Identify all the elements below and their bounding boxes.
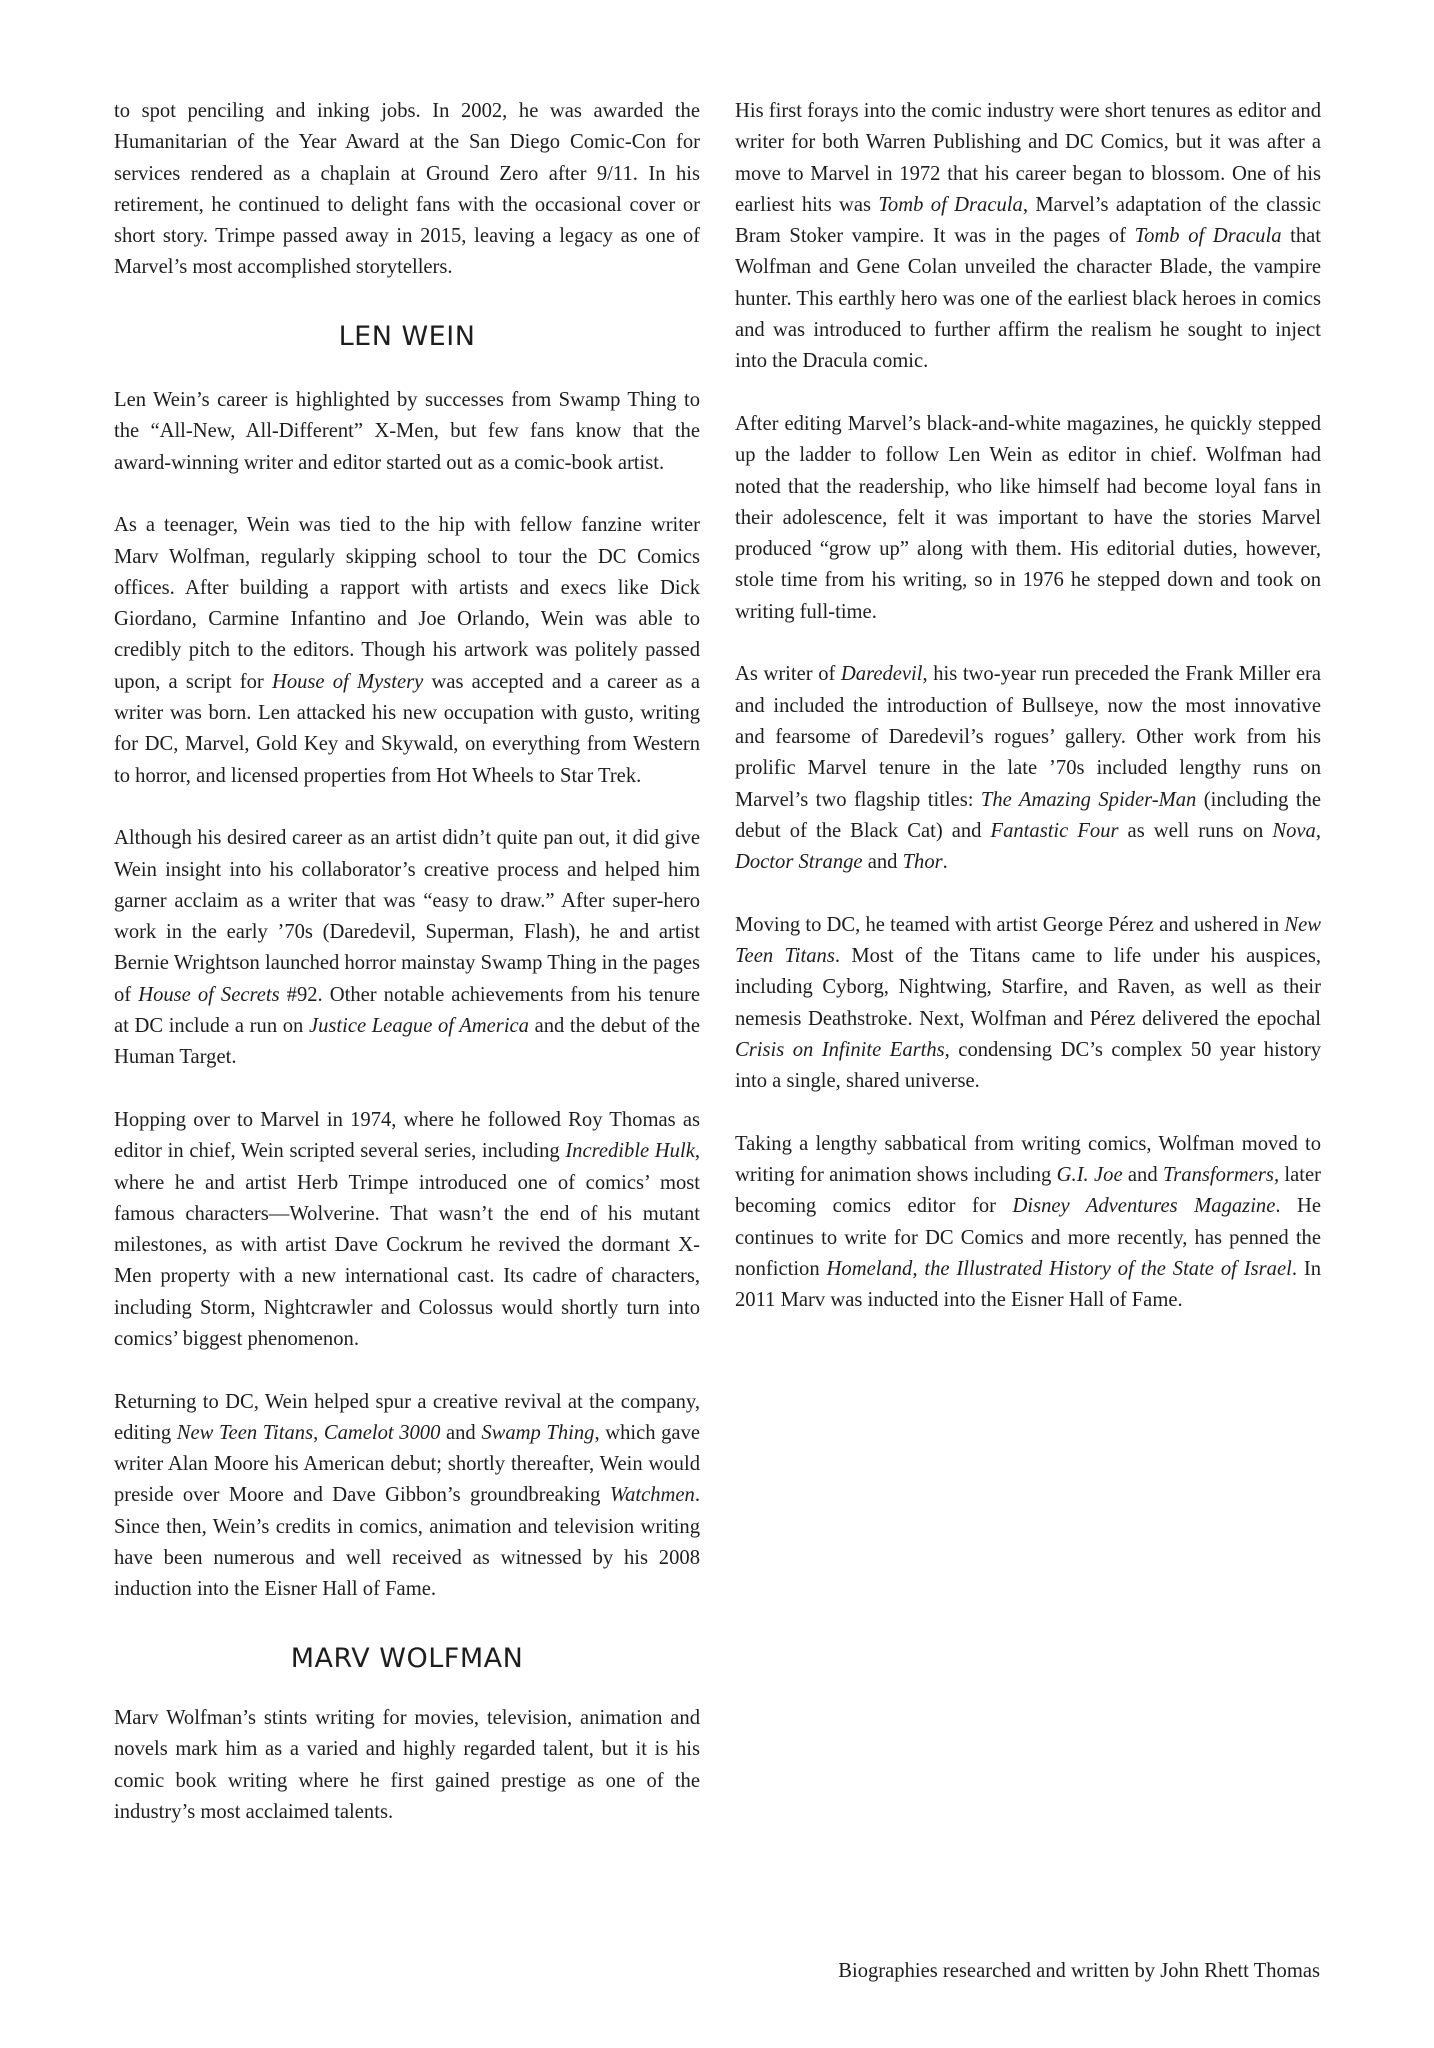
marv-wolfman-paragraph-5: Moving to DC, he teamed with artist George Pérez and ushered in New Teen Titans. Most of the Titans came to life under his auspices, including Cyborg, Nightwing, Starfire, and Raven, as well as their nemesis Deathstroke. Next, Wolfman and Pérez delivered the epochal Crisis on Infinite Earths, condensing DC’s complex 50 year history into a single, shared universe. — [735, 913, 1321, 1093]
italic-title: Doctor Strange — [735, 851, 863, 874]
marv-wolfman-paragraph-3: After editing Marvel’s black-and-white magazines, he quickly stepped up the ladder to follow Len Wein as editor in chief. Wolfman had noted that the readership, who like himself had become loyal fans in their adolescence, felt it was important to have the stories Marvel produced “grow up” along with them. His editorial duties, however, stole time from his writing, so in 1976 he stepped down and took on writing full-time. — [735, 412, 1321, 623]
italic-title: Daredevil — [840, 663, 923, 686]
italic-title: Fantastic Four — [990, 819, 1119, 842]
len-wein-paragraph-3: Although his desired career as an artist didn’t quite pan out, it did give Wein insight into his collaborator’s creative process and helped him garner acclaim as a writer that was “easy to draw.” After super-hero work in the early ’70s (Daredevil, Superman, Flash), he and artist Bernie Wrightson launched horror mainstay Swamp Thing in the pages of House of Secrets #92. Other notable achievements from his tenure at DC include a run on Justice League of America and the debut of the Human Target. — [114, 827, 701, 1069]
italic-title: Homeland, the Illustrated History of the State of Israel — [826, 1257, 1292, 1280]
italic-title: Incredible Hulk — [565, 1140, 695, 1163]
italic-title: Disney Adventures Magazine — [1012, 1195, 1276, 1218]
len-wein-paragraph-4: Hopping over to Marvel in 1974, where he followed Roy Thomas as editor in chief, Wein scripted several series, including Incredible Hulk, where he and artist Herb Trimpe introduced one of comics’ most famous characters—Wolverine. That wasn’t the end of his mutant milestones, as with artist Dave Cockrum he revived the dormant X-Men property with a new international cast. Its cadre of characters, including Storm, Nightcrawler and Colossus would shortly turn into comics’ biggest phenomenon. — [114, 1108, 700, 1350]
italic-title: Justice League of America — [308, 1015, 529, 1038]
italic-title: Transformers — [1162, 1164, 1274, 1187]
len-wein-paragraph-1: Len Wein’s career is highlighted by successes from Swamp Thing to the “All-New, All-Different” X-Men, but few fans know that the award-winning writer and editor started out as a comic-book artist. — [114, 389, 700, 474]
italic-title: G.I. Joe — [1056, 1164, 1123, 1187]
right-column — [735, 96, 1321, 1348]
italic-title: Nova — [1272, 819, 1316, 842]
len-wein-paragraph-5: Returning to DC, Wein helped spur a creative revival at the company, editing New Teen Titans, Camelot 3000 and Swamp Thing, which gave writer Alan Moore his American debut; shortly thereafter, Wein would preside over Moore and Dave Gibbon’s groundbreaking Watchmen. Since then, Wein’s credits in comics, animation and television writing have been numerous and well received as witnessed by his 2008 induction into the Eisner Hall of Fame. — [114, 1390, 701, 1601]
author-credit: Biographies researched and written by John Rhett Thomas — [838, 1960, 1320, 1982]
marv-wolfman-paragraph-4: As writer of Daredevil, his two-year run preceded the Frank Miller era and included the introduction of Bullseye, now the most innovative and fearsome of Daredevil’s rogues’ gallery. Other work from his prolific Marvel tenure in the late ’70s included lengthy runs on Marvel’s two flagship titles: The Amazing Spider-Man (including the debut of the Black Cat) and Fantastic Four as well runs on Nova, Doctor Strange and Thor. — [735, 663, 1322, 874]
len-wein-paragraph-2: As a teenager, Wein was tied to the hip with fellow fanzine writer Marv Wolfman, regularly skipping school to tour the DC Comics offices. After building a rapport with artists and execs like Dick Giordano, Carmine Infantino and Joe Orlando, Wein was able to credibly pitch to the editors. Though his artwork was politely passed upon, a script for House of Mystery was accepted and a career as a writer was born. Len attacked his new occupation with gusto, writing for DC, Marvel, Gold Key and Skywald, on everything from Western to horror, and licensed properties from Hot Wheels to Star Trek. — [114, 514, 700, 787]
left-column — [114, 96, 700, 1859]
marv-wolfman-paragraph-1: Marv Wolfman’s stints writing for movies, television, animation and novels mark him as a varied and highly regarded talent, but it is his comic book writing where he first gained prestige as one of the industry’s most acclaimed talents. — [114, 1706, 700, 1823]
italic-title: New Teen Titans — [176, 1421, 314, 1444]
italic-title: Thor — [902, 851, 943, 874]
italic-title: Watchmen — [609, 1484, 695, 1507]
marv-wolfman-paragraph-2: His first forays into the comic industry were short tenures as editor and writer for both Warren Publishing and DC Comics, but it was after a move to Marvel in 1972 that his career began to blossom. One of his earliest hits was Tomb of Dracula, Marvel’s adaptation of the classic Bram Stoker vampire. It was in the pages of Tomb of Dracula that Wolfman and Gene Colan unveiled the character Blade, the vampire hunter. This earthly hero was one of the earliest black heroes in comics and was introduced to further affirm the realism he sought to inject into the Dracula comic. — [735, 100, 1322, 373]
italic-title: Crisis on Infinite Earths — [735, 1038, 945, 1061]
section-heading-len-wein: LEN WEIN — [338, 321, 476, 353]
italic-title: Swamp Thing — [481, 1421, 595, 1444]
section-heading-marv-wolfman: MARV WOLFMAN — [290, 1642, 524, 1674]
italic-title: House of Secrets — [138, 983, 280, 1006]
intro-paragraph: to spot penciling and inking jobs. In 2002, he was awarded the Humanitarian of the Year Award at the San Diego Comic-Con for services rendered as a chaplain at Ground Zero after 9/11. In his retirement, he continued to delight fans with the occasional cover or short story. Trimpe passed away in 2015, leaving a legacy as one of Marvel’s most accomplished storytellers. — [114, 100, 700, 279]
italic-title: New Teen Titans — [735, 913, 1321, 968]
italic-title: Tomb of Dracula — [1134, 225, 1282, 248]
italic-title: The Amazing Spider-Man — [980, 788, 1197, 811]
italic-title: House of Mystery — [271, 670, 424, 693]
italic-title: Tomb of Dracula — [878, 193, 1023, 216]
marv-wolfman-paragraph-6: Taking a lengthy sabbatical from writing comics, Wolfman moved to writing for animation shows including G.I. Joe and Transformers, later becoming comics editor for Disney Adventures Magazine. He continues to write for DC Comics and more recently, has penned the nonfiction Homeland, the Illustrated History of the State of Israel. In 2011 Marv was inducted into the Eisner Hall of Fame. — [735, 1132, 1322, 1312]
italic-title: Camelot 3000 — [323, 1421, 441, 1444]
